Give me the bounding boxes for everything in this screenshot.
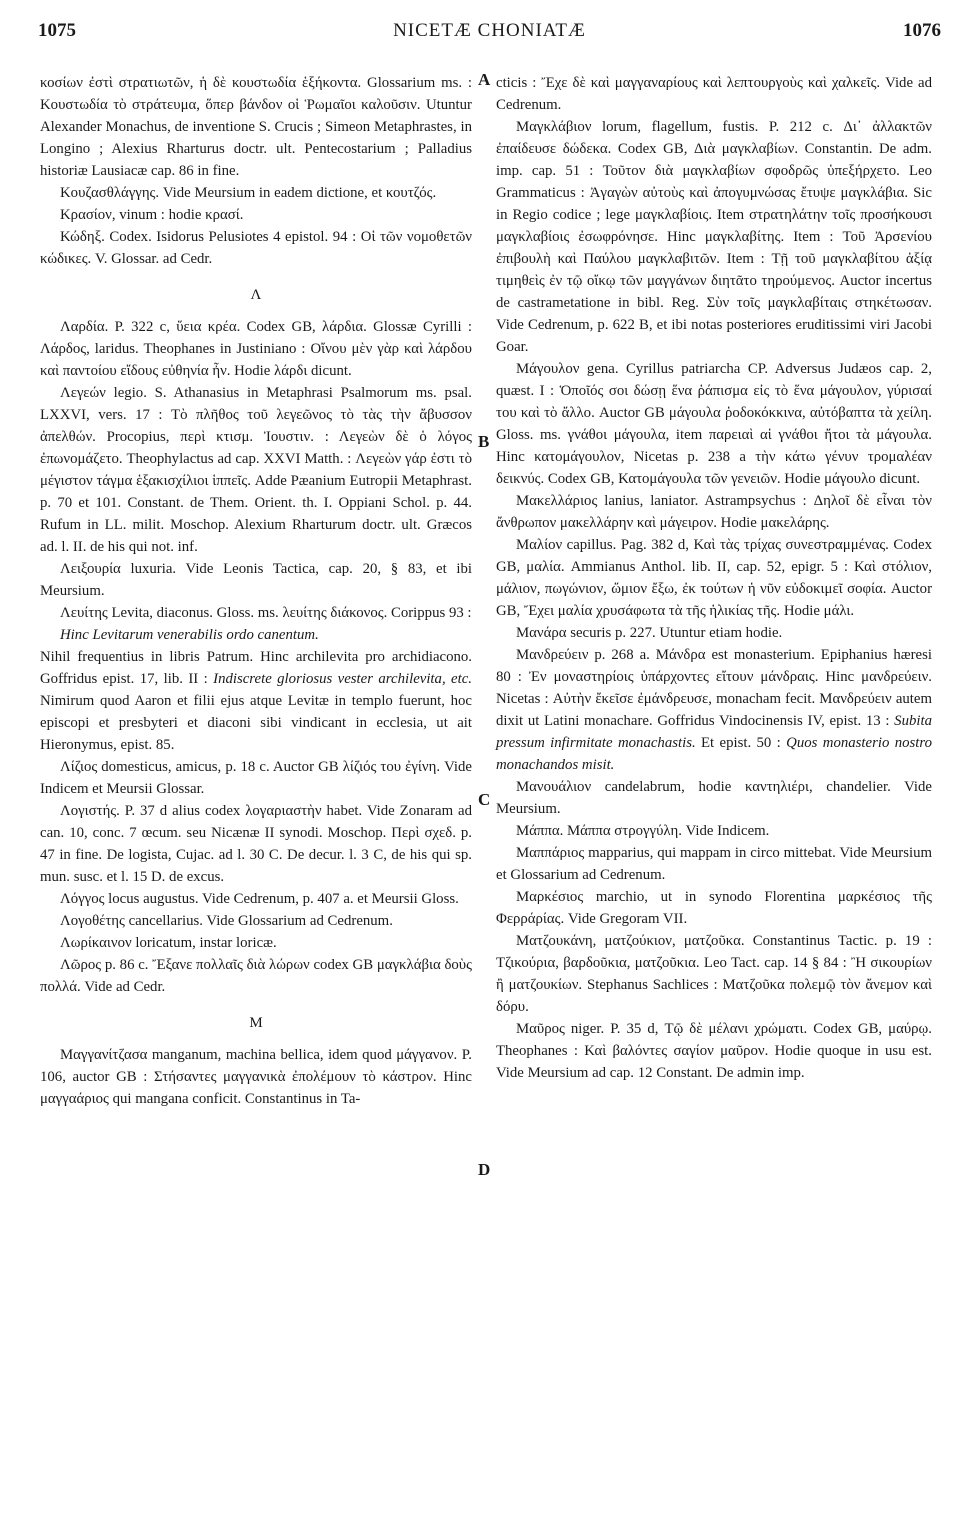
paragraph: Μακελλάριος lanius, laniator. Astrampsychus : Δηλοῖ δὲ εἶναι τὸν ἄνθρωπον μακελλάρην καὶ μάγειρον. Hodie μακελάρης. bbox=[496, 493, 932, 531]
margin-letter-a: A bbox=[478, 70, 491, 89]
paragraph: Κώδηξ. Codex. Isidorus Pelusiotes 4 epistol. 94 : Οἱ τῶν νομοθετῶν κώδικες. V. Glossar. ad Cedr. bbox=[40, 229, 472, 267]
left-column bbox=[40, 72, 472, 1110]
paragraph: Μαππάριος mapparius, qui mappam in circo mittebat. Vide Meursium et Glossarium ad Cedrenum. bbox=[496, 845, 932, 883]
paragraph-text: Nihil frequentius in libris Patrum. Hinc archilevita pro archidiacono. Goffridus epist. 17, lib. II : bbox=[40, 649, 472, 687]
paragraph: Κρασίον, vinum : hodie κρασί. bbox=[60, 207, 244, 223]
paragraph: κοσίων ἐστὶ στρατιωτῶν, ἡ δὲ κουστωδία ἑξήκοντα. Glossarium ms. : Κουστωδία τὸ στράτευμα, ὅπερ βάνδον οἱ Ῥωμαῖοι καλοῦσιν. Utuntur Alexander Monachus, de inventione S. Crucis ; Simeon Metaphrastes, in Longino ; Alexius Rharturus doctr. ult. Pentecostarium ; Palladius historiæ Lausiacæ cap. 86 in fine. bbox=[40, 75, 472, 179]
paragraph: Λειξουρία luxuria. Vide Leonis Tactica, cap. 20, § 83, et ibi Meursium. bbox=[40, 561, 472, 599]
paragraph: Λαρδία. P. 322 c, ὕεια κρέα. Codex GB, λάρδια. Glossæ Cyrilli : Λάρδος, laridus. Theophanes in Justiniano : Οἴνου μὲν γὰρ καὶ λάρδου καὶ παντοίου εἴδους εὐθηνία ἦν. Hodie λάρδι dicunt. bbox=[40, 319, 472, 379]
right-column bbox=[496, 72, 932, 1084]
section-heading-mu: M bbox=[249, 1015, 263, 1031]
paragraph: cticis : Ἔχε δὲ καὶ μαγγαναρίους καὶ λεπτουργοὺς καὶ χαλκεῖς. Vide ad Cedrenum. bbox=[496, 75, 932, 113]
paragraph: Μαγγανίτζασα manganum, machina bellica, idem quod μάγγανον. P. 106, auctor GB : Στήσαντες μαγγανικὰ ἐπολέμουν τὸ κάστρον. Hinc μαγγαάριος qui mangana conficit. Constantinus in Ta- bbox=[40, 1047, 472, 1107]
paragraph: Λογοθέτης cancellarius. Vide Glossarium ad Cedrenum. bbox=[60, 913, 393, 929]
paragraph: Λευίτης Levita, diaconus. Gloss. ms. λευίτης διάκονος. Corippus 93 : bbox=[60, 605, 472, 621]
paragraph: Λωρίκαινον loricatum, instar loricæ. bbox=[60, 935, 277, 951]
paragraph-text: Nimirum quod Aaron et filii ejus atque Levitæ in templo fuerunt, hoc episcopi et presbyteri et diaconi sibi vindicant in ecclesia, ut ait Hieronymus, epist. 85. bbox=[40, 693, 472, 753]
paragraph bbox=[40, 646, 472, 756]
paragraph: Μάππα. Μάππα στρογγύλη. Vide Indicem. bbox=[516, 823, 770, 839]
paragraph: Μανουάλιον candelabrum, hodie καντηλιέρι, chandelier. Vide Meursium. bbox=[496, 779, 932, 817]
margin-letter-d: D bbox=[478, 1160, 491, 1179]
paragraph bbox=[496, 644, 932, 776]
running-header bbox=[38, 20, 941, 50]
paragraph: Μαῦρος niger. P. 35 d, Τῷ δὲ μέλανι χρώματι. Codex GB, μαύρῳ. Theophanes : Καὶ βαλόντες σαγίον μαῦρον. Hodie quoque in usu est. Vide Meursium ad cap. 12 Constant. De admin imp. bbox=[496, 1021, 932, 1081]
paragraph: Μαλίον capillus. Pag. 382 d, Καὶ τὰς τρίχας συνεστραμμένας. Codex GB, μαλία. Ammianus Anthol. lib. II, cap. 52, epigr. 5 : Καὶ στόλιον, μάλιον, πωγώνιον, ὤμιον ἔξω, ἐκ τούτων ἡ νῦν εὐδοκιμεῖ σοφία. Auctor GB, Ἔχει μαλία χρυσάφωτα τὰ τῆς ἡλικίας τῆς. Hodie μάλι. bbox=[496, 537, 932, 619]
paragraph: Μαρκέσιος marchio, ut in synodo Florentina μαρκέσιος τῆς Φερράρίας. Vide Gregoram VII. bbox=[496, 889, 932, 927]
paragraph: Λῶρος p. 86 c. Ἔξανε πολλαῖς διὰ λώρων codex GB μαγκλάβια δοὺς πολλά. Vide ad Cedr. bbox=[40, 957, 472, 995]
quote-quos: Quos monasterio nostro monachandos misit. bbox=[496, 735, 932, 773]
margin-letter-b: B bbox=[478, 432, 490, 451]
paragraph: Λεγεών legio. S. Athanasius in Metaphrasi Psalmorum ms. psal. LXXVI, vers. 17 : Τὸ πλῆθος τοῦ λεγεῶνος τὸ τὰς τὴν ἄβυσσον ἀπελθών. Procopius, περὶ κτισμ. Ἰουστιν. : Λεγεὼν δὲ ὁ λόγος ἐπωνομάζετο. Theophylactus ad cap. XXVI Matth. : Λεγεὼν γάρ ἐστι τὸ μέγιστον τάγμα ἑξακισχίλιοι ἱππεῖς. Adde Pæanium Eutropii Metaphrast. p. 70 et 101. Constant. de Them. Orient. th. I. Oppiani Schol. p. 44. Rufum in LL. milit. Moschop. Alexium Rharturum doctr. ult. Græcos ad. l. II. de his qui not. inf. bbox=[40, 385, 472, 555]
page-number-right: 1076 bbox=[903, 20, 941, 41]
paragraph: Λίζιος domesticus, amicus, p. 18 c. Auctor GB λίζιός του ἐγίνη. Vide Indicem et Meursii Glossar. bbox=[40, 759, 472, 797]
archilevita-quote: Indiscrete gloriosus vester archilevita, etc. bbox=[213, 671, 472, 687]
paragraph: Μάγουλον gena. Cyrillus patriarcha CP. Adversus Judæos cap. 2, quæst. I : Ὁποῖός σοι δώσῃ ἕνα ῥάπισμα εἰς τὸ ἕνα μάγουλον, γύρισαί του καὶ τὸ ἄλλο. Auctor GB μάγουλα ῥοδοκόκκινα, αὐτόβαπτα τὰ χείλη. Gloss. ms. γνάθοι μάγουλα, item παρειαὶ αἱ γνάθοι ἤτοι τὰ μάγουλα. Hinc κατομάγουλον, Nicetas p. 238 a τὴν κάτω γένυν τρομαλέαν δεικνύς. Codex GB, Κατομάγουλα τῶν γενειῶν. Hodie μάγουλο dicunt. bbox=[496, 361, 932, 487]
paragraph: Μαγκλάβιον lorum, flagellum, fustis. P. 212 c. Δι᾽ ἀλλακτῶν ἐπαίδευσε δώδεκα. Codex GB, Διὰ μαγκλαβίων. Constantin. De adm. imp. cap. 51 : Τοῦτον διὰ μαγκλαβίων σφοδρῶς ὑπεξήρχετο. Leo Grammaticus : Ἀγαγὼν αὐτοὺς καὶ ἀπογυμνώσας ἔτυψε μαγκλάβια. Sic in Regio codice ; lege μαγκλαβίοις. Item στρατηλάτην τοῖς προσήκουσι μαγκλαβίοις ἐσωφρόνησε. Hinc μαγκλαβίτης. Item : Τοῦ Ἀρσενίου ἐπιβουλὴ καὶ Παύλου μαγκλαβιτῶν. Item : Τῇ τοῦ μαγκλαβίτου ἀξίᾳ τιμηθεὶς ἐν τῷ οἴκῳ τῶν μαγγάνων διητᾶτο τηρούμενος. Auctor incertus de castrametatione in bibl. Reg. Σὺν τοῖς μαγκλαβίταις στηκέτωσαν. Vide Cedrenum, p. 622 B, et ibi notas posteriores eruditissimi viri Jacobi Goar. bbox=[496, 119, 932, 355]
page-number-left: 1075 bbox=[38, 20, 76, 41]
quote-joiner: Et epist. 50 : bbox=[701, 735, 781, 751]
quote-subita: Subita pressum infirmitate monachastis. bbox=[496, 713, 932, 751]
paragraph: Ματζουκάνη, ματζούκιον, ματζοῦκα. Constantinus Tactic. p. 19 : Τζικούρια, βαρδοῦκια, ματζοῦκια. Leo Tact. cap. 14 § 84 : Ἢ σικουρίων ἢ ματζουκίων. Stephanus Sachlices : Ματζοῦκα πολεμῷ τὸν ἄνεμον καὶ δόρυ. bbox=[496, 933, 932, 1015]
paragraph: Κουζασθλάγγης. Vide Meursium in eadem dictione, et κουτζός. bbox=[60, 185, 437, 201]
verse-quote: Hinc Levitarum venerabilis ordo canentum. bbox=[60, 627, 319, 643]
margin-letter-c: C bbox=[478, 790, 491, 809]
paragraph: Μανάρα securis p. 227. Utuntur etiam hodie. bbox=[516, 625, 783, 641]
paragraph: Λογιστής. P. 37 d alius codex λογαριαστὴν habet. Vide Zonaram ad can. 10, conc. 7 œcum. seu Nicænæ II synodi. Moschop. Περὶ σχεδ. p. 47 in fine. De logista, Cujac. ad l. 30 C. De decur. l. 3 C, de his qui sp. mun. susc. et l. 15 D. de excus. bbox=[40, 803, 472, 885]
paragraph: Λόγγος locus augustus. Vide Cedrenum, p. 407 a. et Meursii Gloss. bbox=[60, 891, 459, 907]
section-heading-lambda: Λ bbox=[250, 287, 262, 303]
running-title: NICETÆ CHONIATÆ bbox=[393, 20, 586, 41]
paragraph-text: Μανδρεύειν p. 268 a. Μάνδρα est monasterium. Epiphanius hæresi 80 : Ἐν μοναστηρίοις ὑπάρχοντες εἴτουν μάνδραις. Hinc μανδρεύειν. Nicetas : Αὐτὴν ἔκεῖσε ἐμάνδρευσε, monacham fecit. Μανδρεύειν autem dixit ut Latini monachare. Goffridus Vindocinensis IV, epist. 13 : bbox=[496, 647, 932, 729]
